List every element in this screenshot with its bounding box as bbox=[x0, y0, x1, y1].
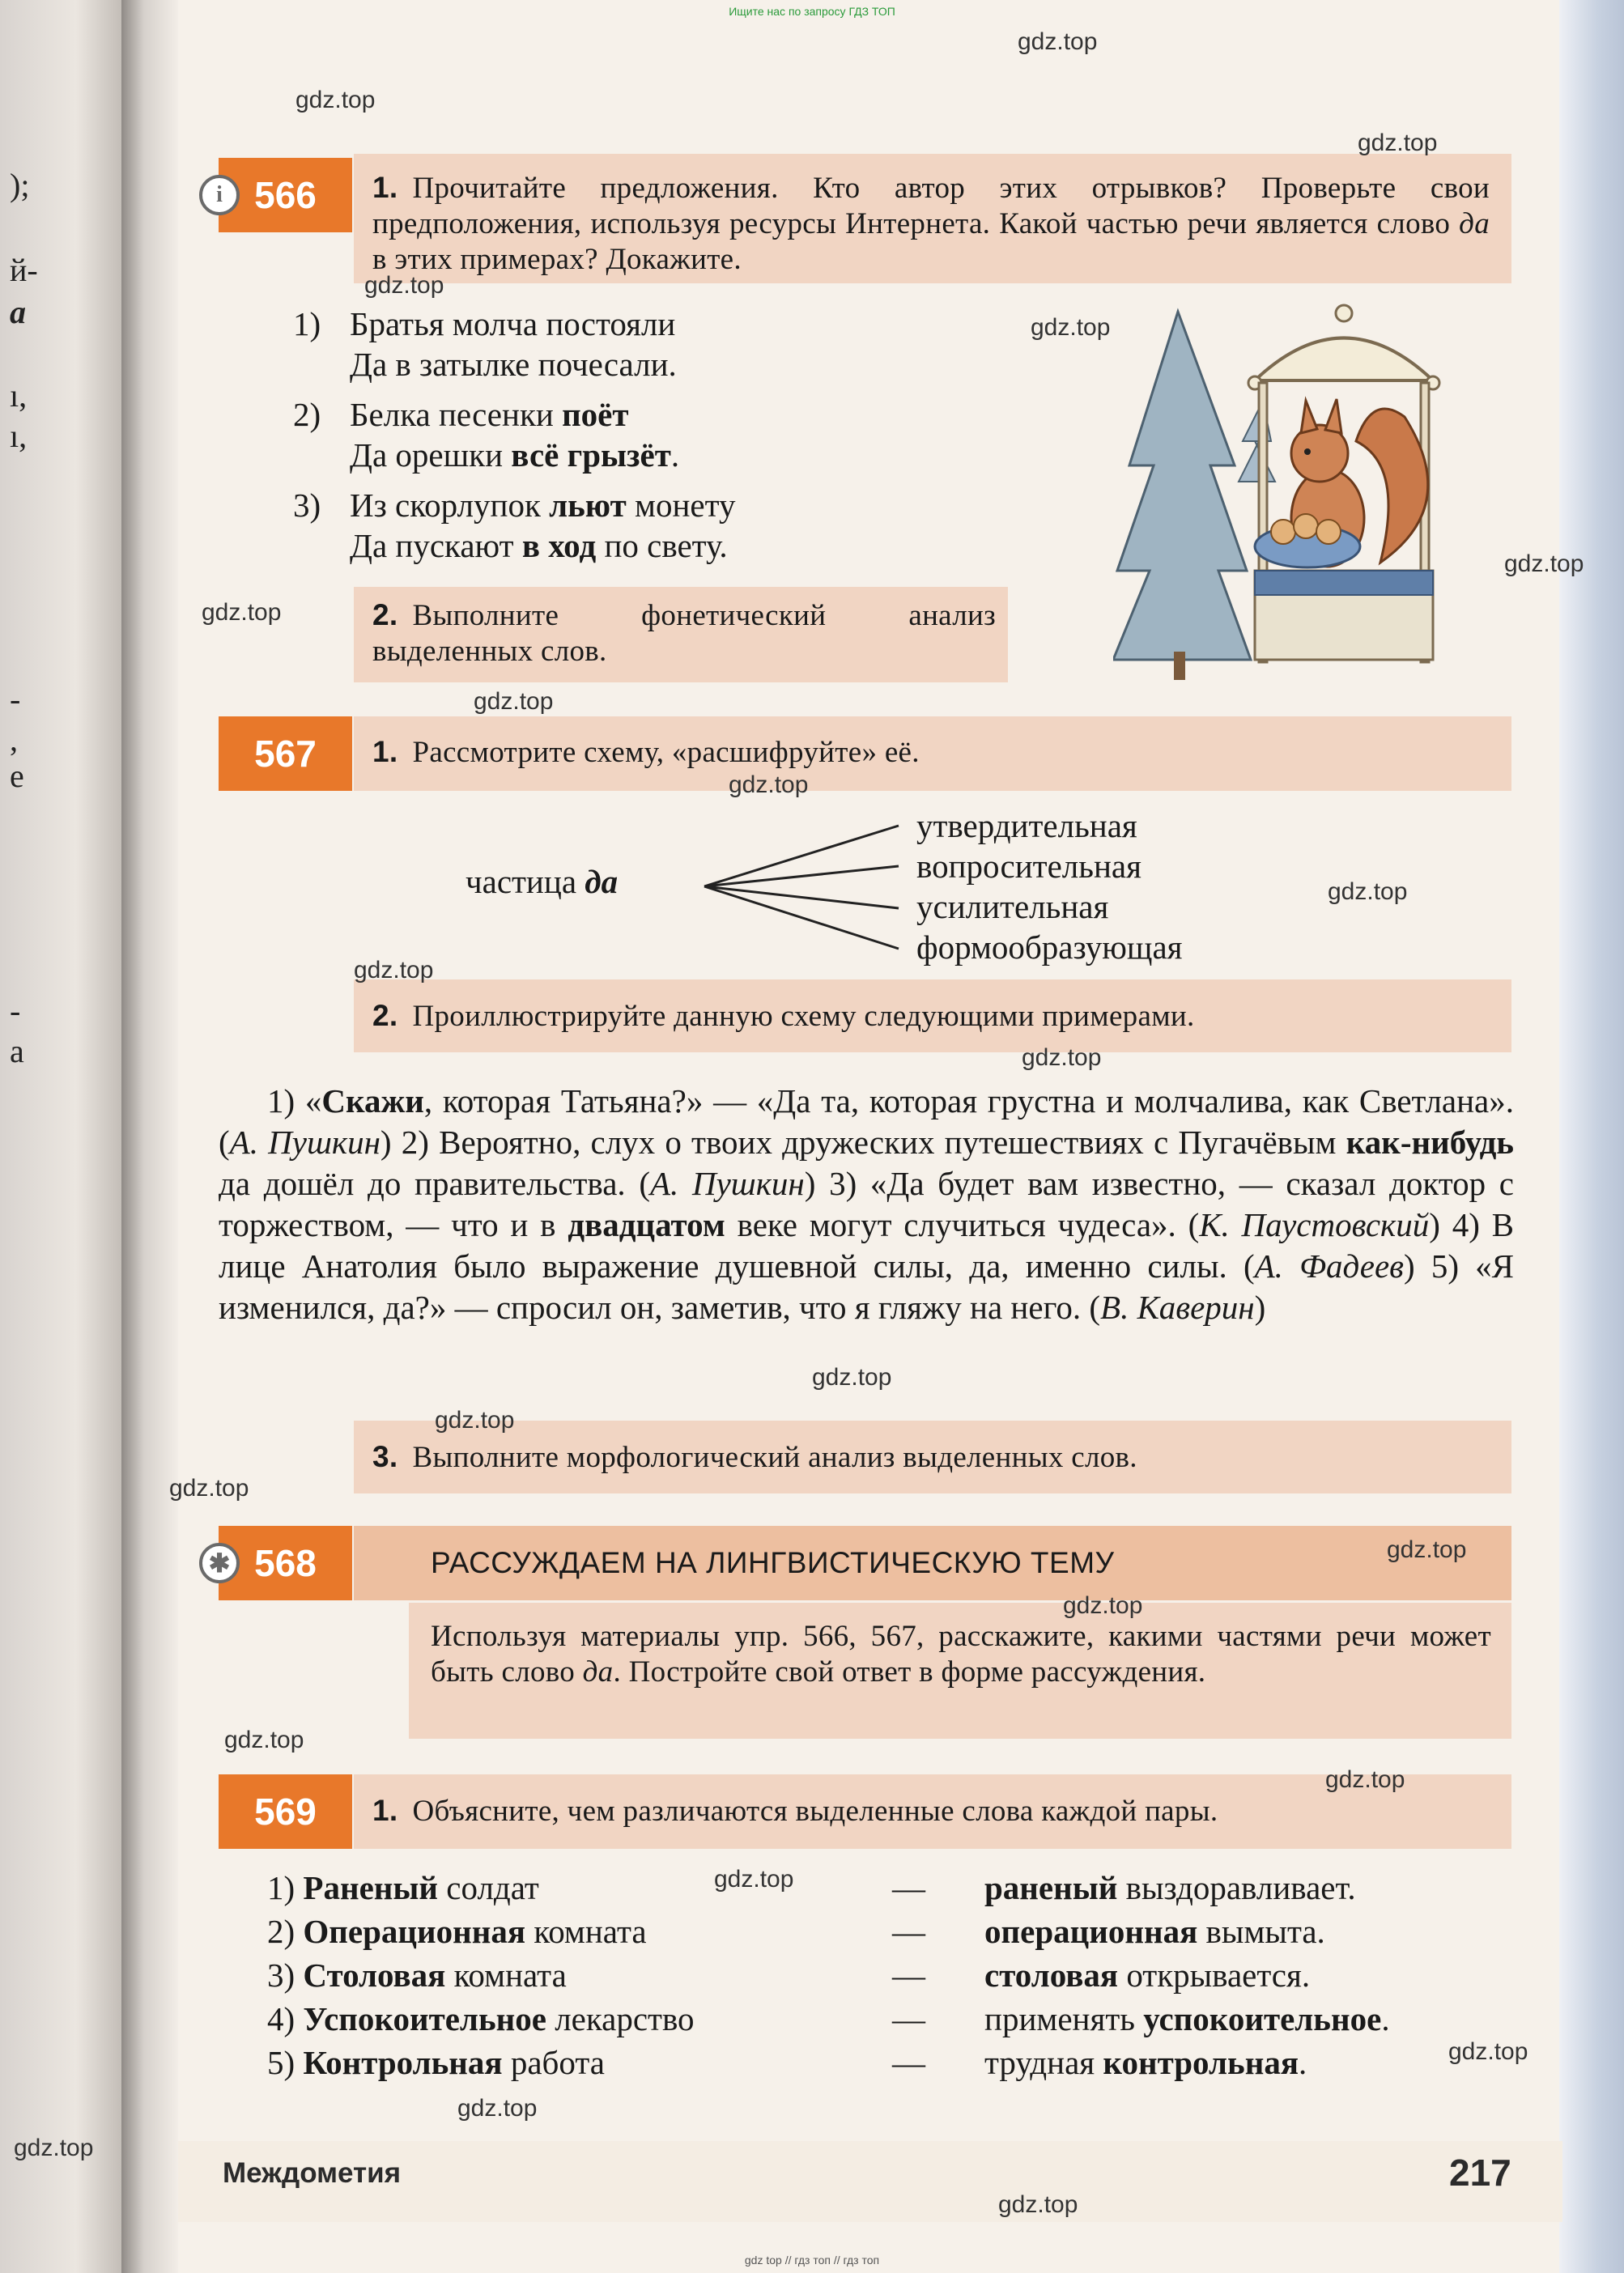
pair-bold-word: Раненый bbox=[303, 1869, 439, 1906]
prev-page-fragment: ı, bbox=[10, 377, 28, 414]
exercise-568-number bbox=[208, 1526, 352, 1600]
poem-text: по свету. bbox=[596, 527, 728, 564]
scheme-arrows bbox=[696, 809, 907, 963]
exercise-566-number bbox=[216, 158, 352, 232]
pair-bold-word: столовая bbox=[984, 1956, 1119, 1994]
scheme-branch: формообразующая bbox=[916, 928, 1183, 966]
task-number: 1. bbox=[372, 171, 398, 204]
prev-page-fragment: ı, bbox=[10, 418, 28, 454]
watermark: gdz.top bbox=[169, 1475, 249, 1502]
example-bold-word: двадцатом bbox=[568, 1206, 725, 1243]
pair-bold-word: Операционная bbox=[303, 1913, 526, 1950]
pair-text: выздоравливает. bbox=[1117, 1869, 1356, 1906]
pair-text: комната bbox=[445, 1956, 567, 1994]
task-italic-word: да bbox=[582, 1655, 614, 1689]
pair-bold-word: раненый bbox=[984, 1869, 1118, 1906]
exercise-569-task1 bbox=[372, 1793, 1490, 1829]
scheme-root bbox=[466, 862, 618, 901]
pair-bold-word: Контрольная bbox=[303, 2044, 503, 2081]
poem-line: Да в затылке почесали. bbox=[350, 346, 677, 383]
pair-dash: — bbox=[892, 1956, 925, 1994]
task-text: Рассмотрите схему, «расшифруйте» её. bbox=[412, 736, 920, 769]
prev-page-fragment: - bbox=[10, 992, 21, 1029]
watermark: gdz.top bbox=[1358, 130, 1438, 156]
squirrel-illustration bbox=[1113, 304, 1494, 684]
exercise-number-label: 569 bbox=[254, 1791, 317, 1833]
exercise-566-task2 bbox=[372, 597, 996, 669]
example-text: ) 3) «Да будет вам известно, — сказал доктор с торжеством, — что и в bbox=[219, 1165, 1514, 1243]
poem-item bbox=[293, 394, 735, 475]
example-text: ) bbox=[1254, 1289, 1266, 1326]
pair-text: комната bbox=[525, 1913, 647, 1950]
task-text: Выполните морфологический анализ выделенных слов. bbox=[412, 1441, 1137, 1474]
scheme-branch: утвердительная bbox=[916, 807, 1137, 844]
exercise-568-heading: РАССУЖДАЕМ НА ЛИНГВИСТИЧЕСКУЮ ТЕМУ bbox=[431, 1546, 1115, 1579]
task-text: в этих примерах? Докажите. bbox=[372, 243, 742, 276]
watermark: gdz.top bbox=[457, 2095, 538, 2122]
poem-bold-word: льют bbox=[549, 486, 627, 524]
pair-left bbox=[267, 1953, 567, 1997]
prev-page-fragment: - bbox=[10, 681, 21, 717]
pair-text: вымыта. bbox=[1197, 1913, 1325, 1950]
exercise-567-examples bbox=[219, 1081, 1514, 1328]
example-text: ) 2) Вероятно, слух о твоих дружеских путешествиях с Пугачёвым bbox=[380, 1124, 1346, 1161]
pair-dash: — bbox=[892, 2044, 925, 2081]
task-text: Проиллюстрируйте данную схему следующими примерами. bbox=[412, 1000, 1195, 1033]
poem-text: . bbox=[670, 436, 680, 474]
poem-line bbox=[350, 394, 679, 435]
poem-line bbox=[350, 525, 735, 566]
pair-right bbox=[984, 1953, 1310, 1997]
task-text: Объясните, чем различаются выделенные слова каждой пары. bbox=[412, 1795, 1218, 1828]
task-number: 2. bbox=[372, 999, 398, 1032]
watermark: gdz.top bbox=[1031, 314, 1111, 341]
watermark: gdz.top bbox=[435, 1407, 515, 1434]
pair-bold-word: контрольная bbox=[1103, 2044, 1299, 2081]
poem-bold-word: в ход bbox=[521, 527, 597, 564]
pair-number: 1) bbox=[267, 1869, 295, 1906]
scheme-branch: вопросительная bbox=[916, 848, 1141, 885]
example-author: А. Пушкин bbox=[229, 1124, 380, 1161]
pair-bold-word: успокоительное bbox=[1143, 2000, 1382, 2037]
example-text: , которая Татьяна?» — «Да та, которая грустна и молчалива, как Светлана». ( bbox=[219, 1082, 1514, 1161]
page-right-edge bbox=[1559, 0, 1624, 2273]
exercise-number-label: 566 bbox=[254, 174, 317, 216]
exercise-568-text bbox=[431, 1619, 1491, 1690]
watermark: gdz.top bbox=[1325, 1766, 1405, 1793]
watermark: gdz.top bbox=[714, 1866, 794, 1893]
task-text: Прочитайте предложения. Кто автор этих отрывков? Проверьте свои предположения, используя ресурсы Интернета. Какой частью речи является слово bbox=[372, 172, 1490, 240]
exercise-567-task1 bbox=[372, 734, 1490, 771]
watermark: gdz.top bbox=[1504, 550, 1584, 577]
task-text: Выполните фонетический анализ выделенных слов. bbox=[372, 599, 996, 668]
watermark: gdz.top bbox=[1328, 878, 1408, 905]
book-spine-shadow bbox=[121, 0, 178, 2273]
task-text: Используя материалы упр. 566, 567, расскажите, какими частями речи может быть слово bbox=[431, 1620, 1491, 1689]
watermark: gdz.top bbox=[202, 599, 282, 626]
pair-text: лекарство bbox=[546, 2000, 695, 2037]
prev-page-fragment: а bbox=[10, 294, 26, 330]
previous-page-edge bbox=[0, 0, 138, 2273]
prev-page-fragment: ); bbox=[10, 167, 30, 203]
poem-text: Из скорлупок bbox=[350, 486, 550, 524]
pair-right bbox=[984, 1997, 1390, 2041]
pair-bold-word: Успокоительное bbox=[303, 2000, 546, 2037]
watermark: gdz.top bbox=[1063, 1592, 1143, 1619]
scheme-root-word: да bbox=[585, 863, 619, 900]
example-author: А. Фадеев bbox=[1254, 1247, 1404, 1285]
exercise-569-number bbox=[219, 1774, 352, 1849]
page-number: 217 bbox=[1449, 2152, 1511, 2194]
watermark: gdz.top bbox=[295, 87, 376, 113]
example-author: К. Паустовский bbox=[1199, 1206, 1430, 1243]
flower-icon: ✱ bbox=[199, 1543, 240, 1583]
watermark: gdz.top bbox=[1018, 28, 1098, 55]
poem-line bbox=[350, 485, 735, 525]
exercise-566-task1 bbox=[372, 170, 1490, 278]
watermark: gdz.top bbox=[1387, 1536, 1467, 1563]
pair-text: . bbox=[1299, 2044, 1307, 2081]
exercise-567-number bbox=[219, 716, 352, 791]
example-author: В. Каверин bbox=[1100, 1289, 1255, 1326]
poem-text: монету bbox=[626, 486, 736, 524]
pair-number: 5) bbox=[267, 2044, 295, 2081]
watermark: gdz.top bbox=[729, 771, 809, 798]
info-icon: i bbox=[199, 175, 240, 215]
prev-page-fragment: е bbox=[10, 758, 24, 794]
watermark: gdz.top bbox=[354, 957, 434, 984]
pair-bold-word: Столовая bbox=[303, 1956, 446, 1994]
watermark: gdz.top bbox=[14, 2135, 94, 2161]
pair-text: работа bbox=[502, 2044, 605, 2081]
pair-right bbox=[984, 1866, 1356, 1910]
footer-section-title: Междометия bbox=[223, 2157, 402, 2189]
prev-page-fragment: й- bbox=[10, 252, 38, 288]
exercise-566-poem bbox=[293, 304, 735, 566]
example-bold-word: Скажи bbox=[321, 1082, 424, 1120]
scheme-root-text: частица bbox=[466, 863, 585, 900]
bottom-note: gdz top // гдз топ // гдз топ bbox=[744, 2254, 880, 2267]
pair-text: . bbox=[1381, 2000, 1390, 2037]
example-text: 1) « bbox=[267, 1082, 322, 1120]
watermark: gdz.top bbox=[224, 1727, 304, 1753]
watermark: gdz.top bbox=[812, 1364, 892, 1391]
poem-item-number: 2) bbox=[293, 396, 321, 433]
pair-text: применять bbox=[984, 2000, 1144, 2037]
poem-text: Да пускают bbox=[350, 527, 522, 564]
watermark: gdz.top bbox=[998, 2191, 1078, 2218]
watermark: gdz.top bbox=[1022, 1044, 1102, 1071]
top-note: Ищите нас по запросу ГДЗ ТОП bbox=[729, 5, 895, 18]
pair-right bbox=[984, 2041, 1307, 2084]
example-text: да дошёл до правительства. ( bbox=[219, 1165, 650, 1202]
poem-item bbox=[293, 485, 735, 566]
watermark: gdz.top bbox=[474, 688, 554, 715]
poem-line bbox=[350, 435, 679, 475]
prev-page-fragment: , bbox=[10, 721, 18, 758]
pair-number: 2) bbox=[267, 1913, 295, 1950]
pair-bold-word: операционная bbox=[984, 1913, 1198, 1950]
task-number: 3. bbox=[372, 1440, 398, 1473]
exercise-number-label: 567 bbox=[254, 733, 317, 775]
task-italic-word: да bbox=[1459, 207, 1490, 240]
poem-bold-word: поёт bbox=[562, 396, 629, 433]
task-text: . Постройте свой ответ в форме рассуждения. bbox=[613, 1655, 1206, 1689]
poem-bold-word: всё грызёт bbox=[511, 436, 671, 474]
watermark: gdz.top bbox=[1448, 2038, 1528, 2065]
task-number: 1. bbox=[372, 735, 398, 768]
pair-right bbox=[984, 1910, 1325, 1953]
task-number: 1. bbox=[372, 1794, 398, 1827]
exercise-number-label: 568 bbox=[254, 1542, 317, 1584]
example-text: веке могут случиться чудеса». ( bbox=[725, 1206, 1200, 1243]
pair-dash: — bbox=[892, 2000, 925, 2037]
exercise-567-task2 bbox=[372, 998, 1490, 1035]
pair-text: открывается. bbox=[1118, 1956, 1311, 1994]
pair-number: 3) bbox=[267, 1956, 295, 1994]
pair-left bbox=[267, 1910, 647, 1953]
pair-number: 4) bbox=[267, 2000, 295, 2037]
pair-text: солдат bbox=[438, 1869, 539, 1906]
pair-left bbox=[267, 1866, 539, 1910]
poem-text: Белка песенки bbox=[350, 396, 563, 433]
example-text: ) 5) «Я изменился, да?» — спросил он, заметив, что я гляжу на него. ( bbox=[219, 1247, 1515, 1326]
example-author: А. Пушкин bbox=[649, 1165, 805, 1202]
pair-text: трудная bbox=[984, 2044, 1103, 2081]
pair-left bbox=[267, 1997, 695, 2041]
scheme-branch: усилительная bbox=[916, 888, 1109, 925]
scheme-branches bbox=[916, 805, 1183, 967]
poem-item-number: 1) bbox=[293, 305, 321, 342]
task-number: 2. bbox=[372, 598, 398, 631]
poem-item bbox=[293, 304, 735, 384]
example-text: ) 4) В лице Анатолия было выражение душевной силы, да, именно силы. ( bbox=[219, 1206, 1515, 1285]
pair-left bbox=[267, 2041, 605, 2084]
poem-line: Братья молча постояли bbox=[350, 305, 676, 342]
exercise-567-task3 bbox=[372, 1439, 1490, 1476]
prev-page-fragment: а bbox=[10, 1033, 24, 1069]
watermark: gdz.top bbox=[364, 272, 444, 299]
example-bold-word: как-нибудь bbox=[1346, 1124, 1514, 1161]
poem-text: Да орешки bbox=[350, 436, 512, 474]
pair-dash: — bbox=[892, 1869, 925, 1906]
poem-item-number: 3) bbox=[293, 486, 321, 524]
pair-dash: — bbox=[892, 1913, 925, 1950]
